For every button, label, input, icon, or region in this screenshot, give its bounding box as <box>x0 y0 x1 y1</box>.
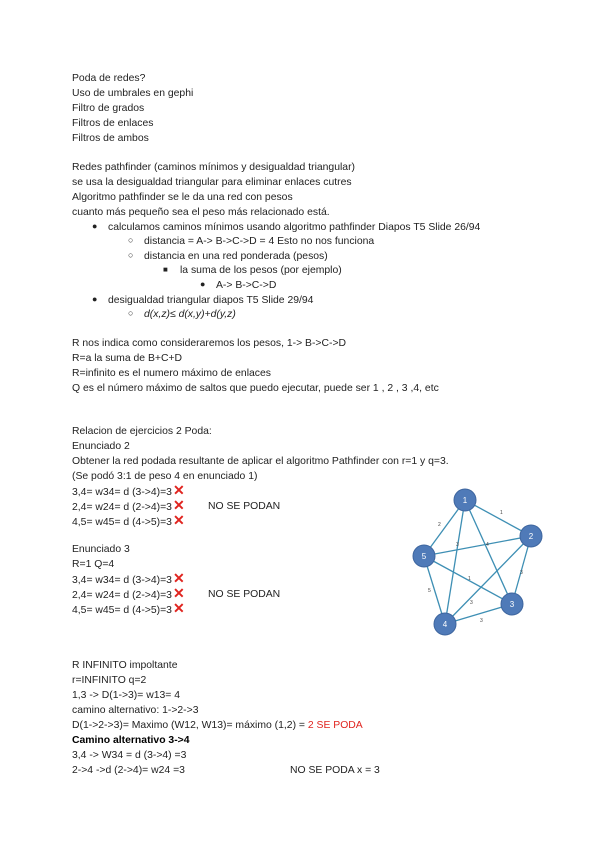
cross-mark-icon: ✕ <box>172 512 185 528</box>
edge-label: 3 <box>480 618 483 624</box>
camino-alternativo-heading: Camino alternativo 3->4 <box>72 735 190 746</box>
edge-label: 4 <box>486 542 489 548</box>
ex3-row-45: 4,5= w45= d (4->5)=3✕ <box>72 600 185 616</box>
cross-mark-icon: ✕ <box>172 585 185 601</box>
edge-1-3 <box>465 500 512 604</box>
bullet-suma-pesos: la suma de los pesos (por ejemplo) <box>180 265 342 276</box>
params-line-3: R=infinito es el numero máximo de enlaces <box>72 368 271 379</box>
ex2-verdict: NO SE PODAN <box>208 501 281 512</box>
pathfinder-line-2: se usa la desigualdad triangular para eliminar enlaces cutres <box>72 177 352 188</box>
intro-line-1: Poda de redes? <box>72 73 146 84</box>
cross-mark-icon: ✕ <box>172 497 185 513</box>
r-infinito-line-5: 2->4 ->d (2->4)= w24 =3 <box>72 765 185 776</box>
r-infinito-line-2: camino alternativo: 1->2->3 <box>72 705 199 716</box>
bullet-square: ■ <box>163 265 168 274</box>
bullet-circle: ○ <box>128 235 134 245</box>
bullet-distancia: distancia = A-> B->C->D = 4 Esto no nos funciona <box>144 236 375 247</box>
no-se-poda-label: NO SE PODA x = 3 <box>290 765 380 776</box>
edge-label: 3 <box>520 570 523 576</box>
enunciado-2-note: (Se podó 3:1 de peso 4 en enunciado 1) <box>72 471 258 482</box>
bullet-dot: ● <box>92 294 98 304</box>
cross-mark-icon: ✕ <box>172 600 185 616</box>
edge-1-4 <box>445 500 465 624</box>
enunciado-3-params: R=1 Q=4 <box>72 559 115 570</box>
svg-text:4: 4 <box>442 620 448 629</box>
enunciado-2-description: Obtener la red podada resultante de aplicar el algoritmo Pathfinder con r=1 y q=3. <box>72 456 449 467</box>
graph-nodes <box>413 489 542 635</box>
enunciado-2-heading: Enunciado 2 <box>72 441 130 452</box>
cross-mark-icon: ✕ <box>172 482 185 498</box>
r-infinito-line-1: 1,3 -> D(1->3)= w13= 4 <box>72 690 181 701</box>
r-infinito-line-3: D(1->2->3)= Maximo (W12, W13)= máximo (1,2) = 2 SE PODA <box>72 720 363 731</box>
bullet-desigualdad: desigualdad triangular diapos T5 Slide 29/94 <box>108 295 314 306</box>
params-line-4: Q es el número máximo de saltos que puedo ejecutar, puede ser 1 , 2 , 3 ,4, etc <box>72 383 439 394</box>
triangle-inequality-formula: d(x,z)≤ d(x,y)+d(y,z) <box>144 309 236 320</box>
bullet-circle: ○ <box>128 308 134 318</box>
svg-text:1: 1 <box>462 496 468 505</box>
bullet-dot: ● <box>200 279 206 289</box>
bullet-red-ponderada: distancia en una red ponderada (pesos) <box>144 251 328 262</box>
svg-text:3: 3 <box>509 600 515 609</box>
intro-line-2: Uso de umbrales en gephi <box>72 88 194 99</box>
svg-text:5: 5 <box>421 552 427 561</box>
svg-text:2: 2 <box>528 532 534 541</box>
bullet-caminos: calculamos caminos mínimos usando algoritmo pathfinder Diapos T5 Slide 26/94 <box>108 222 481 233</box>
params-line-2: R=a la suma de B+C+D <box>72 353 183 364</box>
bullet-circle: ○ <box>128 250 134 260</box>
ex3-row-24: 2,4= w24= d (2->4)=3✕ <box>72 585 185 601</box>
se-poda-label: 2 SE PODA <box>307 720 363 731</box>
enunciado-3-heading: Enunciado 3 <box>72 544 130 555</box>
ex3-row-34: 3,4= w34= d (3->4)=3✕ <box>72 570 185 586</box>
pathfinder-heading: Redes pathfinder (caminos mínimos y desigualdad triangular) <box>72 162 355 173</box>
edge-label: 2 <box>438 522 441 528</box>
r-infinito-heading: R INFINITO impoltante <box>72 660 178 671</box>
edge-label: 5 <box>428 588 431 594</box>
edge-label: 3 <box>470 600 473 606</box>
params-line-1: R nos indica como consideraremos los pesos, 1-> B->C->D <box>72 338 347 349</box>
pathfinder-line-3: Algoritmo pathfinder se le da una red con pesos <box>72 192 293 203</box>
cross-mark-icon: ✕ <box>172 570 185 586</box>
ex3-verdict: NO SE PODAN <box>208 589 281 600</box>
intro-line-3: Filtro de grados <box>72 103 145 114</box>
r-infinito-line-4: 3,4 -> W34 = d (3->4) =3 <box>72 750 187 761</box>
network-graph <box>400 484 550 642</box>
edge-label: 1 <box>500 510 503 516</box>
bullet-abcd: A-> B->C->D <box>216 280 277 291</box>
edge-label: 3 <box>456 542 459 548</box>
edge-label: 1 <box>468 576 471 582</box>
ex2-row-45: 4,5= w45= d (4->5)=3✕ <box>72 512 185 528</box>
ex2-row-34: 3,4= w34= d (3->4)=3✕ <box>72 482 185 498</box>
r-infinito-params: r=INFINITO q=2 <box>72 675 147 686</box>
pathfinder-line-4: cuanto más pequeño sea el peso más relacionado está. <box>72 207 330 218</box>
intro-line-5: Filtros de ambos <box>72 133 149 144</box>
intro-line-4: Filtros de enlaces <box>72 118 154 129</box>
exercise-title: Relacion de ejercicios 2 Poda: <box>72 426 212 437</box>
bullet-dot: ● <box>92 221 98 231</box>
ex2-row-24: 2,4= w24= d (2->4)=3✕ <box>72 497 185 513</box>
